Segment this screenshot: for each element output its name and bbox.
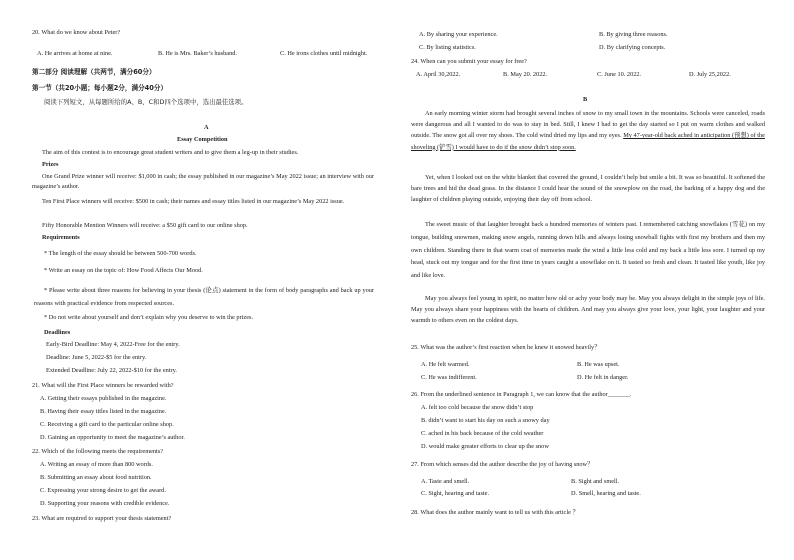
part-title: 第二部分 阅读理解（共两节，满分60分） [32, 68, 156, 76]
q26-option-c: C. ached in his back because of the cold weather [421, 430, 544, 437]
q21-option-c: C. Receiving a gift card to the particular online shop. [40, 421, 174, 428]
q22-stem: 22. Which of the following meets the requirements? [32, 448, 164, 455]
q22-option-b: B. Submitting an essay about food nutrition. [40, 474, 152, 481]
q24-option-b: B. May 20. 2022. [503, 71, 548, 78]
prize-1: One Grand Prize winner will receive: $1,000 in cash; the essay published in our magazine’s May 2022 issue; an interview with our magazine’s author. [32, 173, 374, 190]
q20-option-b: B. He is Mrs. Baker’s husband. [158, 50, 237, 57]
q26-option-d: D. would make greater efforts to clear up the snow [421, 443, 549, 450]
paragraph-1-text: An early morning winter storm had brought several inches of snow to my small town in the mountains. Schools were canceled, roads were dangerous and all I wanted to do was to stay in bed. Still, I knew I had to get the day started so I put on warm clothes and walked outside. The snow got all over my shoes. The cold wind dried my lips and my eyes. [411, 110, 765, 140]
passage-b-paragraph-3: The sweet music of that laughter brought back a hundred memories of winters past. I remembered catching snowflakes (雪花) on my tongue, building snowmen, making snow angels, running down hills and always losing snowball fights with first my brothers and then my own children. Standing there in that warm coat of memories made the wind a little less cold and my back a little less sore. I turned up my head, stuck out my tongue and for the first time in years caught a snowflake on it. It tasted so fresh and clean. It tasted like youth, like joy and like love. [411, 221, 765, 280]
deadline-1: Early-Bird Deadline: May 4, 2022-Free for the entry. [46, 341, 180, 348]
q21-option-b: B. Having their essay titles listed in the magazine. [40, 408, 167, 415]
requirements-heading: Requirements [42, 234, 80, 241]
q27-option-c: C. Sight, hearing and taste. [421, 490, 490, 497]
passage-b-paragraph-4: May you always feel young in spirit, no matter how old or achy your body may be. May you always delight in the simple joys of life. May you always share your happiness with the hearts of children. And may you always give your love, your light, your laughter and your warmth to others even on the coldest days. [411, 295, 765, 325]
q25-option-b: B. He was upset. [577, 361, 620, 368]
q25-stem: 25. What was the author’s first reaction when he knew it snowed heavily？ [411, 344, 601, 351]
deadline-2: Deadline: June 5, 2022-$5 for the entry. [46, 354, 147, 361]
q22-option-c: C. Expressing your strong desire to get the award. [40, 487, 166, 494]
passage-a-intro: The aim of this contest is to encourage great student writers and to give them a leg-up in their studies. [42, 149, 299, 156]
deadlines-heading: Deadlines [44, 329, 71, 336]
requirement-2: * Write an essay on the topic of: How Food Affects Our Mood. [44, 267, 203, 274]
deadline-3: Extended Deadline: July 22, 2022-$10 for the entry. [46, 367, 177, 374]
q23-option-b: B. By giving three reasons. [599, 31, 668, 38]
q26-option-b: B. didn’t want to start his day on such a snowy day [421, 417, 550, 424]
q24-option-d: D. July 25,2022. [689, 71, 731, 78]
q21-option-d: D. Gaining an opportunity to meet the magazine’s author. [40, 434, 185, 441]
q27-stem: 27. From which senses did the author describe the joy of having snow？ [411, 461, 594, 468]
q22-option-a: A. Writing an essay of more than 800 words. [40, 461, 153, 468]
passage-b-paragraph-1 [411, 108, 765, 153]
underlined-sentence: My 47-year-old back ached in anticipation (预想) of the shoveling (铲雪) I would have to do if the snow didn’t stop soon. [411, 132, 765, 151]
passage-b-letter: B [583, 96, 588, 103]
q23-option-d: D. By clarifying concepts. [599, 44, 666, 51]
q25-option-c: C. He was indifferent. [421, 374, 477, 381]
q27-option-b: B. Sight and smell. [571, 478, 620, 485]
q23-option-c: C. By listing statistics. [419, 44, 476, 51]
q23-option-a: A. By sharing your experience. [419, 31, 498, 38]
q28-stem: 28. What does the author mainly want to tell us with this article ？ [411, 509, 579, 516]
instruction: 阅读下列短文，从每题所给的A、B、C和D四个选项中，选出最佳选项。 [44, 98, 248, 106]
section-title: 第一节（共20小题；每小题2分，满分40分） [32, 84, 168, 92]
prizes-heading: Prizes [42, 161, 59, 168]
q23-stem: 23. What are required to support your thesis statement? [32, 515, 172, 522]
requirement-4: * Do not write about yourself and don’t explain why you deserve to win the prizes. [44, 314, 254, 321]
q20-option-c: C. He irons clothes until midnight. [280, 50, 368, 57]
passage-a-title: Essay Competition [177, 136, 228, 143]
q27-option-d: D. Smell, hearing and taste. [571, 490, 641, 497]
q21-stem: 21. What will the First Place winners be rewarded with? [32, 382, 174, 389]
prize-3: Fifty Honorable Mention Winners will receive: a $50 gift card to our online shop. [42, 222, 248, 229]
q24-stem: 24. When can you submit your essay for free? [411, 58, 527, 65]
requirement-1: * The length of the essay should be between 500-700 words. [44, 250, 197, 257]
q21-option-a: A. Getting their essays published in the magazine. [40, 395, 167, 402]
q20-option-a: A. He arrives at home at nine. [37, 50, 113, 57]
q27-option-a: A. Taste and smell. [421, 478, 470, 485]
q26-stem: 26. From the underlined sentence in Paragraph 1, we can know that the author_______. [411, 391, 632, 398]
q25-option-a: A. He felt warmed. [421, 361, 470, 368]
q24-option-a: A. April 30,2022. [416, 71, 461, 78]
passage-b-paragraph-2: Yet, when I looked out on the white blanket that covered the ground, I couldn’t help but smile a bit. It was so beautiful. It softened the bare trees and hid the dead grass. In the distance I could hear the sound of the snowplow on the road, the barking of a happy dog and the laughter of children playing outside, enjoying their day off from school. [411, 174, 765, 204]
q26-option-a: A. felt too cold because the snow didn’t stop [421, 404, 534, 411]
q24-option-c: C. June 10. 2022. [597, 71, 642, 78]
q22-option-d: D. Supporting your reasons with credible evidence. [40, 500, 170, 507]
requirement-3: * Please write about three reasons for believing in your thesis (论点) statement in the form of body paragraphs and back up your reasons with practical evidence from respected sources. [34, 287, 374, 307]
q20-stem: 20. What do we know about Peter? [32, 29, 121, 36]
passage-a-letter: A [204, 124, 209, 131]
q25-option-d: D. He felt in danger. [577, 374, 629, 381]
prize-2: Ten First Place winners will receive: $500 in cash; their names and essay titles listed in our magazine’s May 2022 issue. [42, 198, 345, 205]
